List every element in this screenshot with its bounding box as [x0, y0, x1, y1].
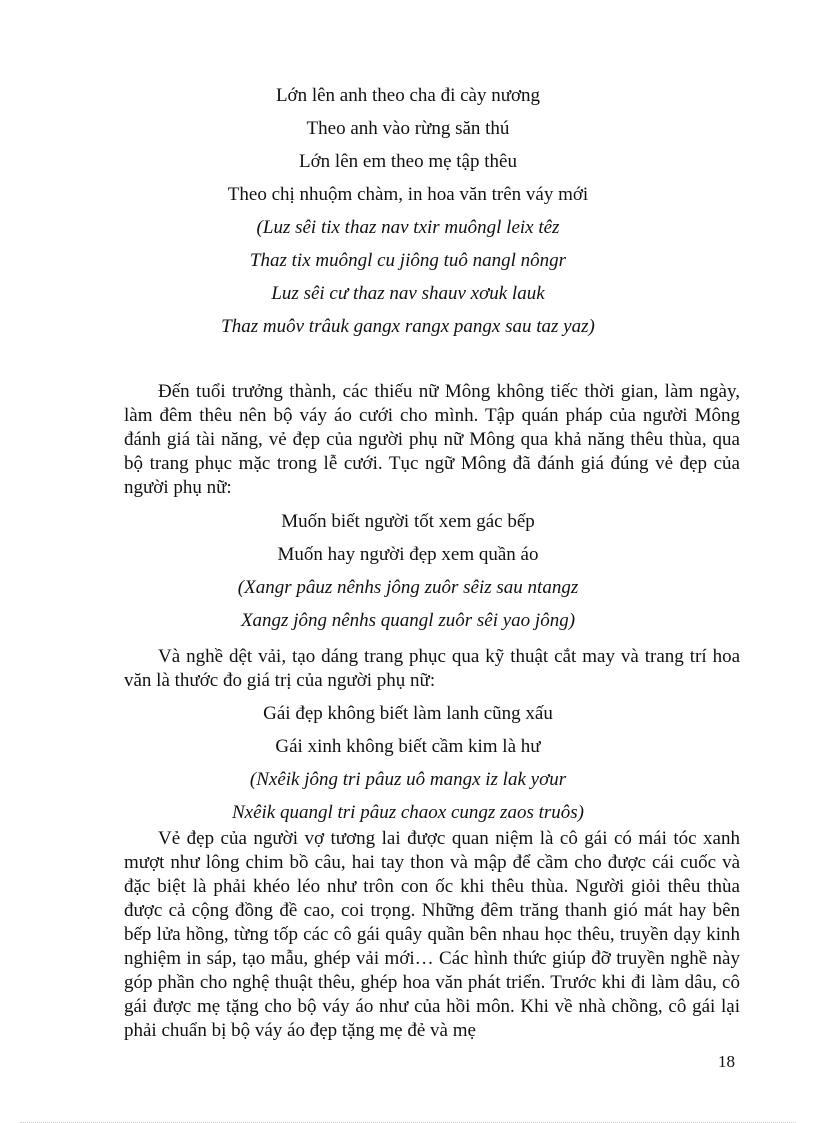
verse-line-hmong: Xangz jông nênhs quangl zuôr sêi yao jông) [240, 610, 576, 631]
verse-line: Theo anh vào rừng săn thú [306, 118, 510, 139]
page-number: 18 [718, 1052, 735, 1071]
verse-line: Gái đẹp không biết làm lanh cũng xấu [263, 703, 553, 724]
verse-block-3 [0, 697, 816, 829]
paragraph-1: Đến tuổi trưởng thành, các thiếu nữ Mông không tiếc thời gian, làm ngày, làm đêm thêu nên bộ váy áo cưới cho mình. Tập quán pháp của người Mông đánh giá tài năng, vẻ đẹp của người phụ nữ Mông qua khả năng thêu thùa, qua bộ trang phục mặc trong lễ cưới. Tục ngữ Mông đã đánh giá đúng vẻ đẹp của người phụ nữ: [124, 381, 740, 498]
verse-line: Lớn lên anh theo cha đi cày nương [275, 85, 541, 106]
verse-line: Muốn hay người đẹp xem quần áo [277, 544, 539, 565]
verse-line-hmong: (Xangr pâuz nênhs jông zuôr sêiz sau ntangz [237, 577, 579, 598]
verse-line-hmong: (Luz sêi tix thaz nav txir muôngl leix têz [256, 217, 560, 238]
paragraph-2: Và nghề dệt vải, tạo dáng trang phục qua kỹ thuật cắt may và trang trí hoa văn là thước đo giá trị của người phụ nữ: [124, 646, 740, 691]
verse-line-hmong: Luz sêi cư thaz nav shauv xơuk lauk [271, 283, 545, 304]
verse-line: Lớn lên em theo mẹ tập thêu [299, 151, 517, 172]
verse-block-2 [0, 505, 816, 637]
verse-line-hmong: Thaz muôv trâuk gangx rangx pangx sau taz yaz) [221, 316, 595, 337]
paragraph-3: Vẻ đẹp của người vợ tương lai được quan niệm là cô gái có mái tóc xanh mượt như lông chim bồ câu, hai tay thon và mập để cầm cho được cái cuốc và đặc biệt là phải khéo léo như trôn con ốc khi thêu thùa. Người giỏi thêu thùa được cả cộng đồng đề cao, coi trọng. Những đêm trăng thanh gió mát hay bên bếp lửa hồng, từng tốp các cô gái quây quần bên nhau học thêu, truyền dạy kinh nghiệm in sáp, tạo mẫu, ghép vải mới… Các hình thức giúp đỡ truyền nghề này góp phần cho nghệ thuật thêu, ghép hoa văn phát triển. Trước khi đi làm dâu, cô gái được mẹ tặng cho bộ váy áo như của hồi môn. Khi về nhà chồng, cô gái lại phải chuẩn bị bộ váy áo đẹp tặng mẹ đẻ và mẹ [124, 828, 740, 1041]
verse-line-hmong: (Nxêik jông tri pâuz uô mangx iz lak yơur [249, 769, 567, 790]
verse-line: Gái xinh không biết cầm kim là hư [275, 736, 541, 757]
verse-line: Theo chị nhuộm chàm, in hoa văn trên váy mới [227, 184, 589, 205]
verse-line: Muốn biết người tốt xem gác bếp [281, 511, 535, 532]
verse-line-hmong: Thaz tix muôngl cu jiông tuô nangl nôngr [249, 250, 567, 271]
verse-block-1 [0, 79, 816, 343]
verse-line-hmong: Nxêik quangl tri pâuz chaox cungz zaos truôs) [231, 802, 584, 823]
